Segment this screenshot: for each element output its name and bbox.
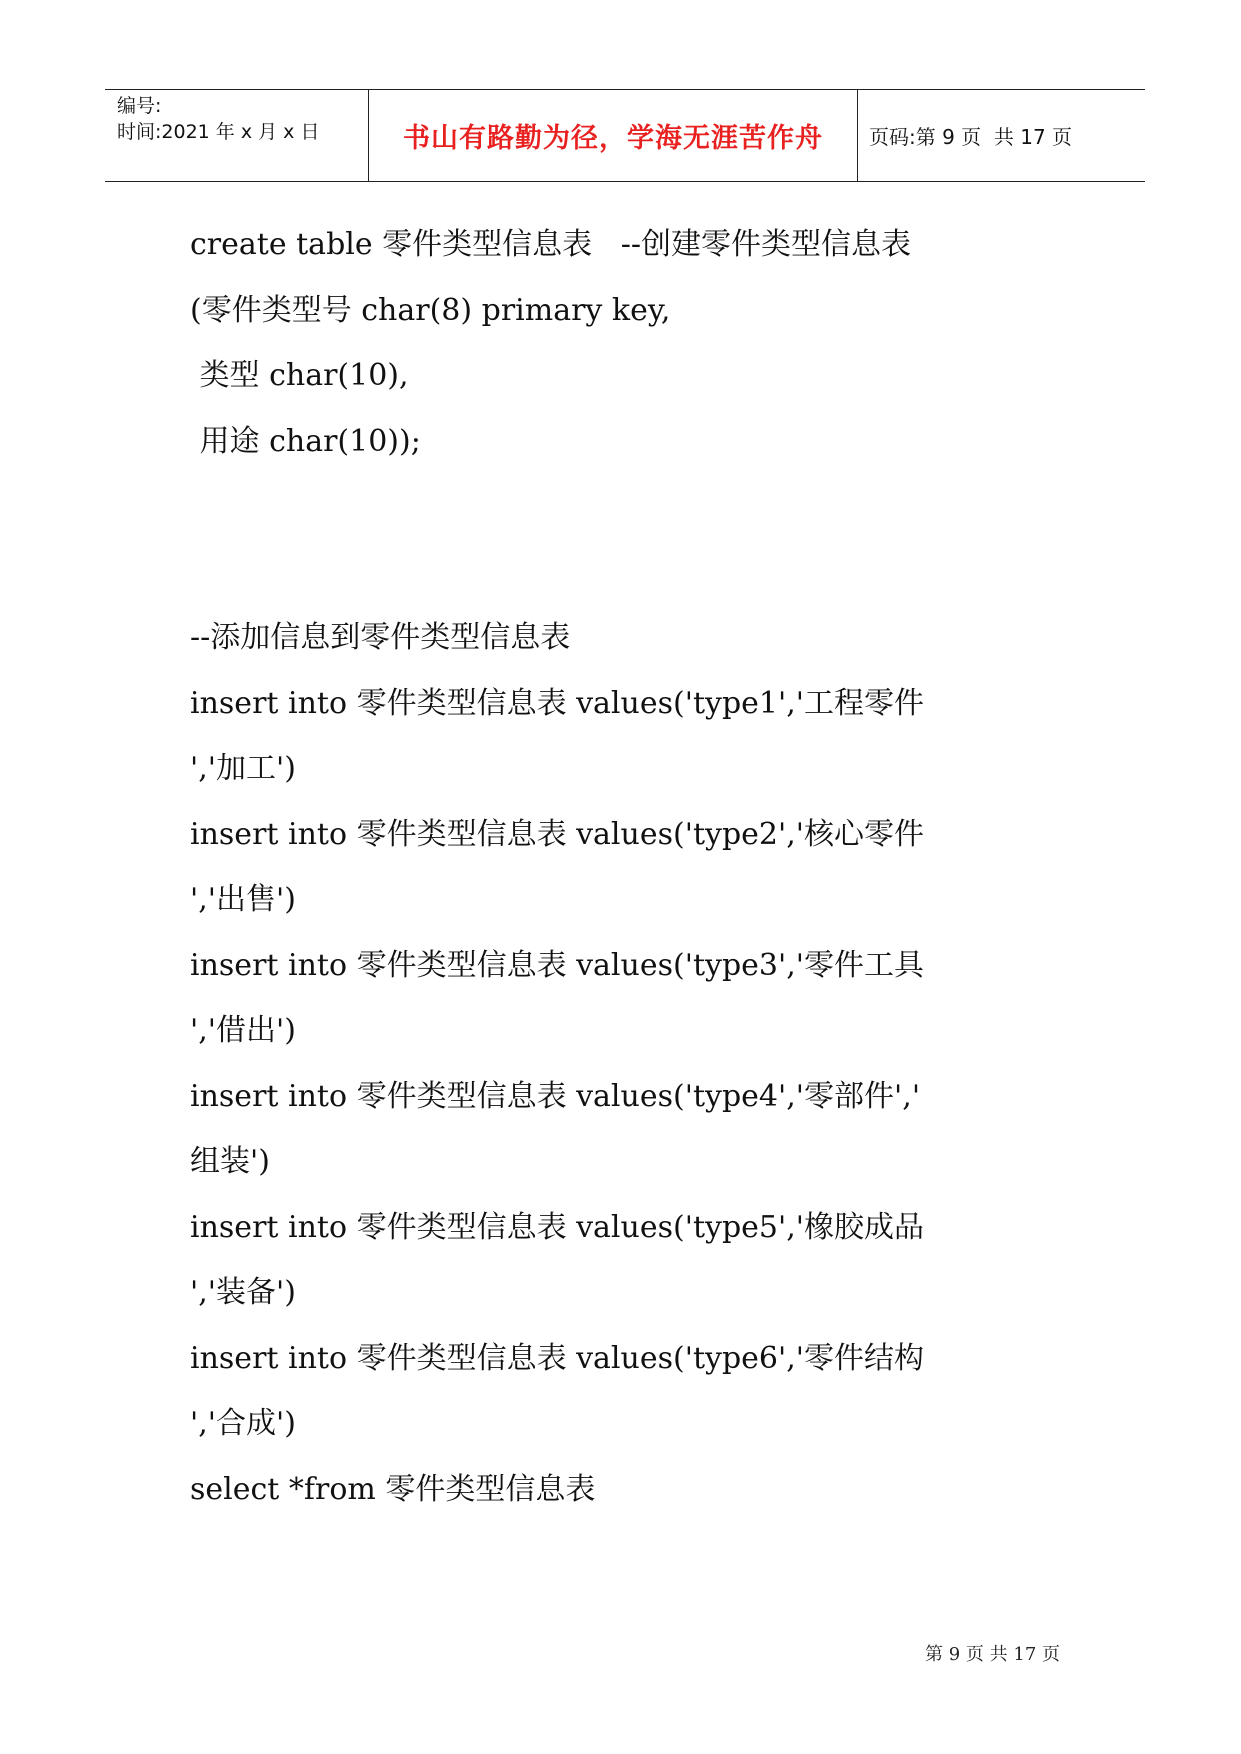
page-footer: 第 9 页 共 17 页 xyxy=(925,1644,1060,1665)
code-line: ','加工') xyxy=(190,751,296,786)
header-page-info: 页码:第 9 页 共 17 页 xyxy=(869,125,1073,149)
code-line: ','合成') xyxy=(190,1406,296,1441)
code-line: insert into 零件类型信息表 values('type1','工程零件 xyxy=(190,685,925,721)
code-line: create table 零件类型信息表 --创建零件类型信息表 xyxy=(190,227,912,262)
header-page-cell xyxy=(857,90,1145,181)
code-line: insert into 零件类型信息表 values('type5','橡胶成品 xyxy=(190,1209,925,1245)
code-line: (零件类型号 char(8) primary key, xyxy=(190,292,671,328)
time-label: 时间:2021 年 x 月 x 日 xyxy=(117,121,320,143)
blank-line xyxy=(190,474,1090,540)
code-comment-line: --添加信息到零件类型信息表 xyxy=(190,620,571,655)
code-line: insert into 零件类型信息表 values('type4','零部件',' xyxy=(190,1078,921,1114)
code-line: ','出售') xyxy=(190,882,296,917)
blank-line xyxy=(190,540,1090,606)
code-line: 组装') xyxy=(190,1144,270,1179)
serial-number-label: 编号: xyxy=(117,95,162,117)
code-line: ','借出') xyxy=(190,1013,296,1048)
header-meta xyxy=(105,90,369,181)
page-header xyxy=(105,89,1145,182)
code-line: insert into 零件类型信息表 values('type2','核心零件 xyxy=(190,816,925,852)
code-line: insert into 零件类型信息表 values('type6','零件结构 xyxy=(190,1340,925,1376)
header-motto-cell xyxy=(369,90,858,181)
code-line: 用途 char(10)); xyxy=(190,423,421,459)
document-body xyxy=(190,212,1090,1522)
code-line: ','装备') xyxy=(190,1275,296,1310)
code-line: select *from 零件类型信息表 xyxy=(190,1471,596,1507)
code-line: insert into 零件类型信息表 values('type3','零件工具 xyxy=(190,947,925,983)
code-line: 类型 char(10), xyxy=(190,358,409,393)
motto-text: 书山有路勤为径，学海无涯苦作舟 xyxy=(403,123,823,154)
